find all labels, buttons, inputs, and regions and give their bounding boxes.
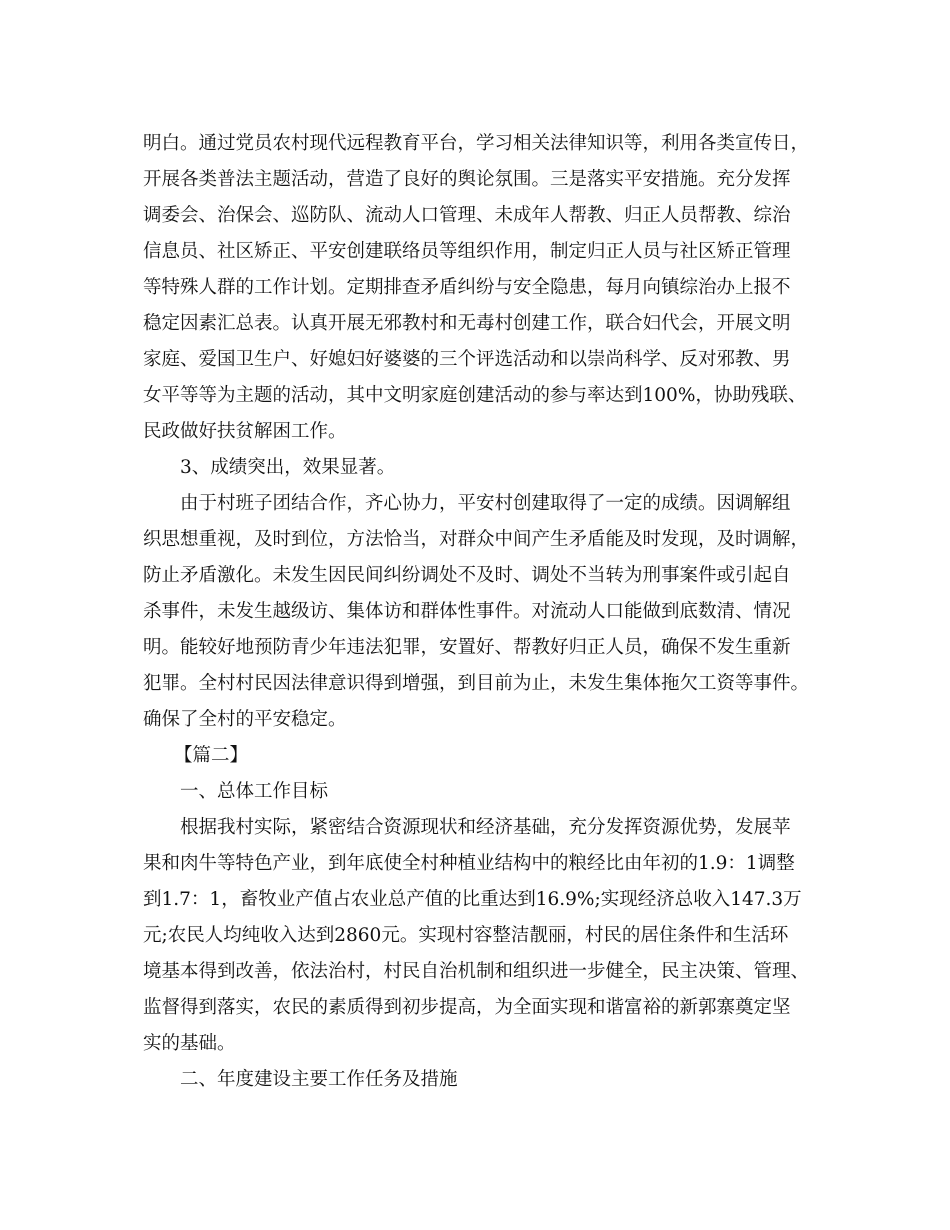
paragraph-line: 防止矛盾激化。未发生因民间纠纷调处不及时、调处不当转为刑事案件或引起自 <box>143 565 791 586</box>
paragraph-line: 监督得到落实，农民的素质得到初步提高，为全面实现和谐富裕的新郭寨奠定坚 <box>143 997 791 1018</box>
paragraph-line: 调委会、治保会、巡防队、流动人口管理、未成年人帮教、归正人员帮教、综治 <box>143 205 791 226</box>
paragraph-line: 元;农民人均纯收入达到2860元。实现村容整洁靓丽，村民的居住条件和生活环 <box>143 925 789 946</box>
section-heading: 3、成绩突出，效果显著。 <box>180 457 396 478</box>
paragraph-line: 明白。通过党员农村现代远程教育平台，学习相关法律知识等，利用各类宣传日， <box>143 133 810 154</box>
section-heading: 一、总体工作目标 <box>180 781 329 802</box>
paragraph-line: 根据我村实际，紧密结合资源现状和经济基础，充分发挥资源优势，发展苹 <box>180 817 791 838</box>
paragraph-line: 境基本得到改善，依法治村，村民自治机制和组织进一步健全，民主决策、管理、 <box>143 961 810 982</box>
paragraph-line: 织思想重视，及时到位，方法恰当，对群众中间产生矛盾能及时发现，及时调解， <box>143 529 810 550</box>
paragraph-line: 明。能较好地预防青少年违法犯罪，安置好、帮教好归正人员，确保不发生重新 <box>143 637 791 658</box>
chapter-heading: 【篇二】 <box>174 745 249 766</box>
paragraph-line: 家庭、爱国卫生户、好媳妇好婆婆的三个评选活动和以崇尚科学、反对邪教、男 <box>143 349 791 370</box>
paragraph-line: 确保了全村的平安稳定。 <box>143 709 347 730</box>
paragraph-line: 果和肉牛等特色产业，到年底使全村种植业结构中的粮经比由年初的1.9：1调整 <box>143 853 795 874</box>
paragraph-line: 民政做好扶贫解困工作。 <box>143 421 347 442</box>
section-heading: 二、年度建设主要工作任务及措施 <box>180 1069 458 1090</box>
paragraph-line: 女平等等为主题的活动，其中文明家庭创建活动的参与率达到100%，协助残联、 <box>143 385 807 406</box>
paragraph-line: 信息员、社区矫正、平安创建联络员等组织作用，制定归正人员与社区矫正管理 <box>143 241 791 262</box>
paragraph-line: 实的基础。 <box>143 1033 236 1054</box>
paragraph-line: 犯罪。全村村民因法律意识得到增强，到目前为止，未发生集体拖欠工资等事件。 <box>143 673 810 694</box>
paragraph-line: 由于村班子团结合作，齐心协力，平安村创建取得了一定的成绩。因调解组 <box>180 493 791 514</box>
paragraph-line: 到1.7：1，畜牧业产值占农业总产值的比重达到16.9%;实现经济总收入147.3万 <box>143 889 802 910</box>
paragraph-line: 开展各类普法主题活动，营造了良好的舆论氛围。三是落实平安措施。充分发挥 <box>143 169 791 190</box>
paragraph-line: 稳定因素汇总表。认真开展无邪教村和无毒村创建工作，联合妇代会，开展文明 <box>143 313 791 334</box>
paragraph-line: 杀事件，未发生越级访、集体访和群体性事件。对流动人口能做到底数清、情况 <box>143 601 791 622</box>
paragraph-line: 等特殊人群的工作计划。定期排查矛盾纠纷与安全隐患，每月向镇综治办上报不 <box>143 277 791 298</box>
